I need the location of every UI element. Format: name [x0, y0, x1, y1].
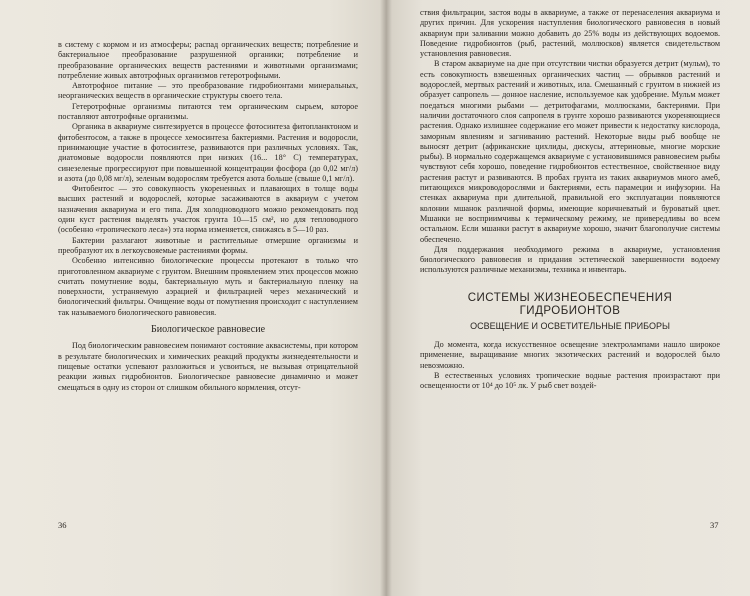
paragraph: Бактерии разлагают животные и растительные отмершие организмы и преобразуют их в легкоусвояемые растениями формы. — [58, 235, 358, 255]
book-gutter — [380, 0, 392, 596]
paragraph: Фитобентос — это совокупность укорененных и плавающих в толще воды высших растений и водорослей, которые засаживаются в аквариум с учетом назначения аквариума и его типа. Для холодноводного можно рекомендовать под один куст растения выделять участок грунта 10—15 см², но для тепловодного (особенно «тропического леса») эта норма изменяется, снижаясь в 5—10 раз. — [58, 184, 358, 235]
page-number: 36 — [58, 520, 67, 530]
right-page — [386, 0, 750, 596]
section-subheading: Биологическое равновесие — [150, 324, 266, 336]
chapter-title-line: ГИДРОБИОНТОВ — [519, 304, 621, 317]
right-text-column — [420, 8, 720, 392]
paragraph: ствия фильтрации, застоя воды в аквариуме, а также от перенаселения аквариума и других причин. Для ускорения наступления биологического равновесия в новый аквариум при заливании можно добавить до 25% воды из действующих водоемов. Поведение гидробионтов (рыб, растений, моллюсков) является свидетельством установления равновесия. — [420, 8, 720, 59]
paragraph: Автотрофное питание — это преобразование гидробионтами минеральных, неорганических веществ в органические структуры своего тела. — [58, 81, 358, 101]
left-text-column — [58, 40, 358, 393]
paragraph: В старом аквариуме на дне при отсутствии чистки образуется детрит (мульм), то есть совокупность взвешенных органических частиц — обрывков растений и водорослей, мертвых растений и животных, ила. Смешанный с грунтом в нижней из образует сапропель — донное насление, используемое как удобрение. Мульм может поедаться многими рыбами — детритофагами, моллюсками, бактериями. При наличии достаточного слоя сапропеля в грунте хорошо развиваются укореняющиеся растения. Однако излишнее содержание его может привести к недостатку кислорода, заморным явлениям и загниванию растений. Некоторые виды рыб вообще не выносят детрит (африканские цихлиды, дискусы, аттериновые, многие морские рыбы). В нормально содержащемся аквариуме с установившимся равновесием рыбы чувствуют себя хорошо, поведение гидробионтов естественное, свойственное виду растения растут и развиваются. В пробах грунта из таких аквариумов много амеб, питающихся микроводорослями и бактериями, есть парамеции и инфузории. На стенках аквариума при длительной, правильной его эксплуатации появляются колонии мшанок различной формы, имеющие коричневатый и буроватый цвет. Мшанки не восприимчивы к термическому режиму, не привередливы во всем остальном. Если мшанки растут в аквариуме хорошо, значит благополучие системы обеспечено. — [420, 59, 720, 244]
paragraph: В естественных условиях тропические водные растения произрастают при освещенности от 10⁴ до 10⁵ лк. У рыб свет воздей- — [420, 370, 720, 391]
paragraph: Органика в аквариуме синтезируется в процессе фотосинтеза фитопланктоном и фитобентосом, а также в процессе хемосинтеза бактериями. Растения и водоросли, принимающие участие в фотосинтезе, развиваются при различных условиях. Так, диатомовые водоросли появляются при низких (16... 18° С) температурах, синезеленые прогрессируют при повышенной концентрации фосфора (до 0,02 мг/л) и азота (до 0,08 мг/л), зеленым водорослям требуется азота больше (свыше 0,1 мг/л). — [58, 122, 358, 183]
chapter-title — [420, 292, 720, 318]
chapter-title-line: СИСТЕМЫ ЖИЗНЕОБЕСПЕЧЕНИЯ — [467, 291, 673, 304]
subchapter-title: ОСВЕЩЕНИЕ И ОСВЕТИТЕЛЬНЫЕ ПРИБОРЫ — [470, 320, 670, 331]
paragraph: Гетеротрофные организмы питаются тем органическим сырьем, которое поставляют автотрофные организмы. — [58, 101, 358, 122]
paragraph: Под биологическим равновесием понимают состояние аквасистемы, при котором в результате биологических и химических реакций продукты жизнедеятельности и пищевые остатки успевают разложиться и усвоиться, не вызывая отрицательной реакции живых гидробионтов. Биологическое равновесие динамично и может смещаться в одну из сторон от слишком обильного кормления, отсут- — [58, 341, 358, 392]
paragraph: Для поддержания необходимого режима в аквариуме, установления биологического равновесия и придания эстетической завершенности водоему используются различные механизмы, техника и инвентарь. — [420, 244, 720, 275]
paragraph: в систему с кормом и из атмосферы; распад органических веществ; потребление и бактериальное преобразование разрушенной органики; потребление и преобразование органических веществ растениями и животными организмами; потребление живых автотрофных организмов гетеротрофными. — [58, 40, 358, 80]
paragraph: До момента, когда искусственное освещение электролампами нашло широкое применение, выращивание многих экзотических растений и водорослей было невозможно. — [420, 340, 720, 370]
page-number: 37 — [710, 520, 719, 530]
paragraph: Особенно интенсивно биологические процессы протекают в только что приготовленном аквариуме с грунтом. Внешним проявлением этих процессов можно считать помутнение воды, бактериальную муть и бактериальную пленку на поверхности, устраняемую аэрацией и фильтрацией через механический и биологический фильтры. Очищение воды от помутнения происходит с наступлением так называемого биологического равновесия. — [58, 256, 358, 317]
